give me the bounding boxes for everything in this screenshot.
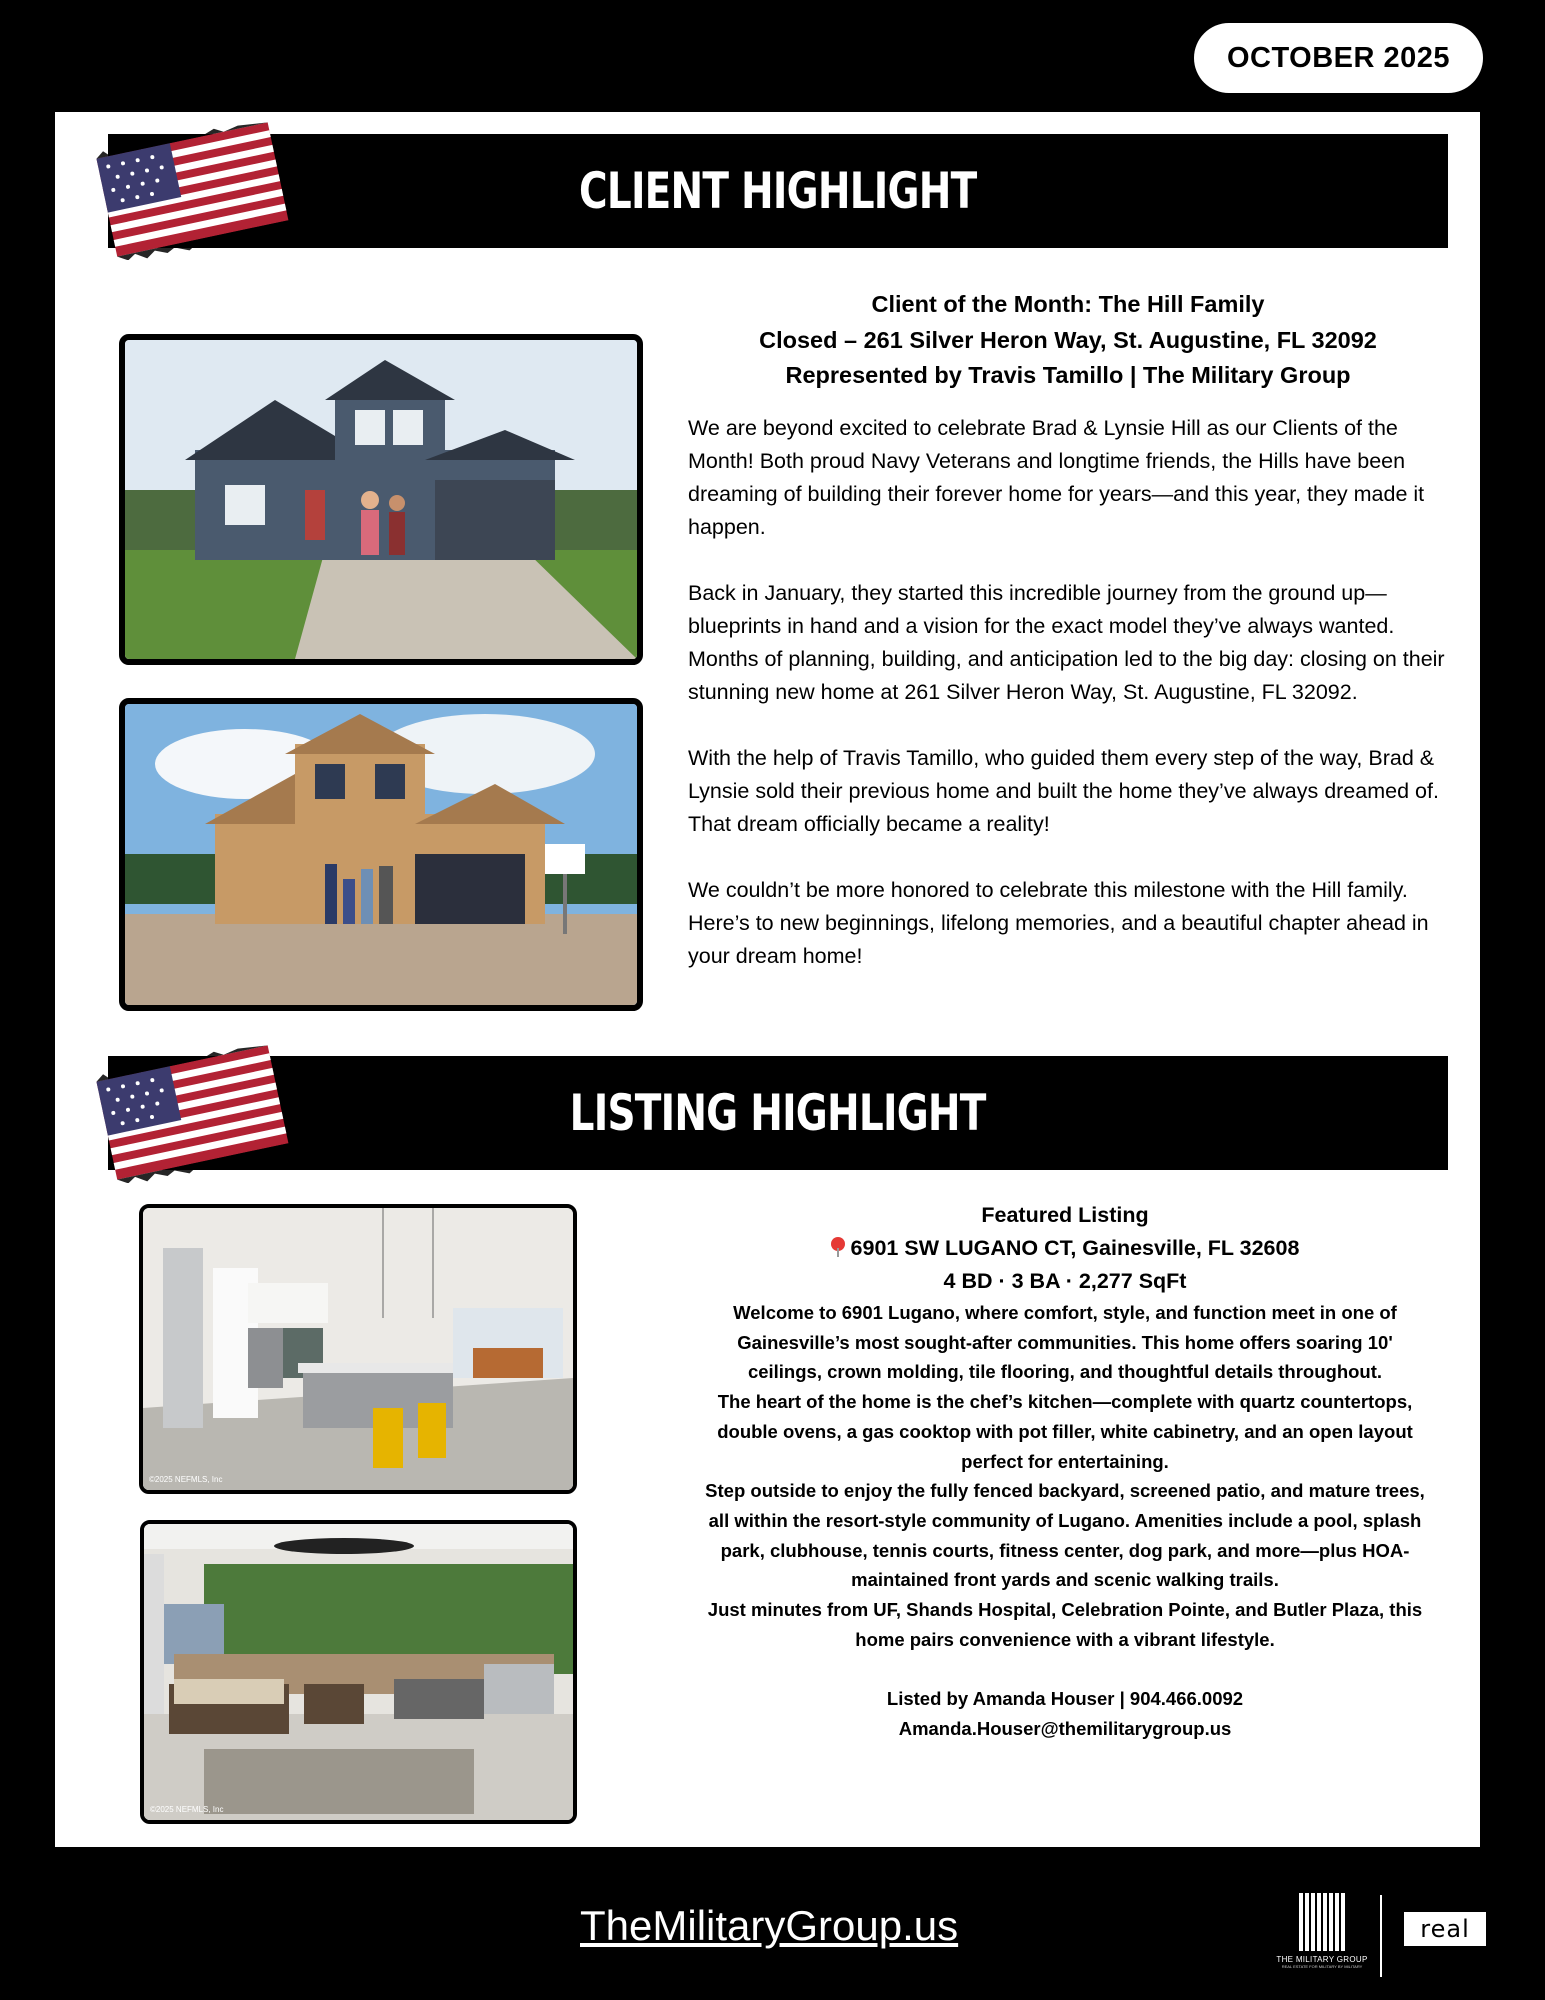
listing-kitchen-photo	[139, 1204, 577, 1494]
listing-paragraph: Step outside to enjoy the fully fenced backyard, screened patio, and mature trees, all within the resort-style community of Lugano. Amenities include a pool, splash park, clubhouse, tennis courts, fitness center, dog park, and more—plus HOA-maintained front yards and scenic walking trails.	[705, 1480, 1425, 1591]
location-pin-icon	[831, 1237, 845, 1257]
listing-title: Featured Listing	[981, 1203, 1149, 1227]
american-flag-icon	[90, 1043, 290, 1183]
listing-photo-watermark: ©2025 NEFMLS, Inc	[149, 1475, 223, 1484]
listing-paragraph: Welcome to 6901 Lugano, where comfort, style, and function meet in one of Gainesville’s most sought-after communities. This home offers soaring 10' ceilings, crown molding, tile flooring, and thoughtful details throughout.	[733, 1302, 1397, 1383]
military-group-logo	[1274, 1893, 1370, 1993]
client-paragraph: With the help of Travis Tamillo, who guided them every step of the way, Brad & Lynsie sold their previous home and built the home they’ve always dreamed of. That dream officially became a reality!	[688, 746, 1439, 836]
listing-agent-email[interactable]: Amanda.Houser@themilitarygroup.us	[898, 1718, 1232, 1740]
logo-divider	[1380, 1895, 1382, 1977]
client-paragraph: We are beyond excited to celebrate Brad & Lynsie Hill as our Clients of the Month! Both proud Navy Veterans and longtime friends, the Hills have been dreaming of building their forever home for years—and this year, they made it happen.	[688, 416, 1425, 539]
client-heading-line: Closed – 261 Silver Heron Way, St. Augustine, FL 32092	[759, 326, 1377, 353]
listing-paragraph: The heart of the home is the chef’s kitchen—complete with quartz countertops, double ovens, a gas cooktop with pot filler, white cabinetry, and an open layout perfect for entertaining.	[717, 1391, 1413, 1472]
listing-patio-photo	[140, 1520, 577, 1824]
client-heading-line: Client of the Month: The Hill Family	[871, 291, 1265, 317]
hill-family-construction-photo	[119, 698, 643, 1011]
listing-banner-title: LISTING HIGHLIGHT	[570, 1084, 986, 1142]
listing-paragraph: Just minutes from UF, Shands Hospital, Celebration Pointe, and Butler Plaza, this home pairs convenience with a vibrant lifestyle.	[707, 1599, 1423, 1650]
client-highlight-banner	[108, 134, 1448, 248]
month-badge: OCTOBER 2025	[1194, 23, 1483, 93]
client-banner-title: CLIENT HIGHLIGHT	[579, 162, 977, 220]
website-link[interactable]: TheMilitaryGroup.us	[580, 1902, 959, 1949]
logo-tagline: REAL ESTATE FOR MILITARY BY MILITARY	[1281, 1964, 1363, 1969]
flag-bars-icon	[1274, 1893, 1370, 1951]
real-brokerage-logo: real	[1404, 1912, 1486, 1946]
listing-highlight-banner	[108, 1056, 1448, 1170]
listing-address: 6901 SW LUGANO CT, Gainesville, FL 32608	[850, 1236, 1300, 1260]
featured-listing-details	[700, 1199, 1430, 1744]
client-paragraph: Back in January, they started this incredible journey from the ground up—blueprints in hand and a vision for the exact model they’ve always wanted. Months of planning, building, and anticipation led to the big day: closing on their stunning new home at 261 Silver Heron Way, St. Augustine, FL 32092.	[688, 581, 1445, 704]
client-paragraph: We couldn’t be more honored to celebrate this milestone with the Hill family. Here’s to new beginnings, lifelong memories, and a beautiful chapter ahead in your dream home!	[688, 878, 1429, 968]
client-heading-line: Represented by Travis Tamillo | The Military Group	[785, 362, 1351, 388]
american-flag-icon	[90, 120, 290, 260]
listing-specs: 4 BD · 3 BA · 2,277 SqFt	[943, 1269, 1187, 1293]
client-story	[688, 412, 1448, 1006]
listing-photo-watermark: ©2025 NEFMLS, Inc	[150, 1805, 224, 1814]
logo-name: THE MILITARY GROUP	[1276, 1955, 1368, 1964]
hill-family-finished-home-photo	[119, 334, 643, 665]
listing-address-line	[700, 1232, 1430, 1265]
client-of-month-heading	[688, 287, 1448, 394]
listing-agent-contact	[700, 1684, 1430, 1744]
listing-agent-line: Listed by Amanda Houser | 904.466.0092	[886, 1688, 1244, 1710]
